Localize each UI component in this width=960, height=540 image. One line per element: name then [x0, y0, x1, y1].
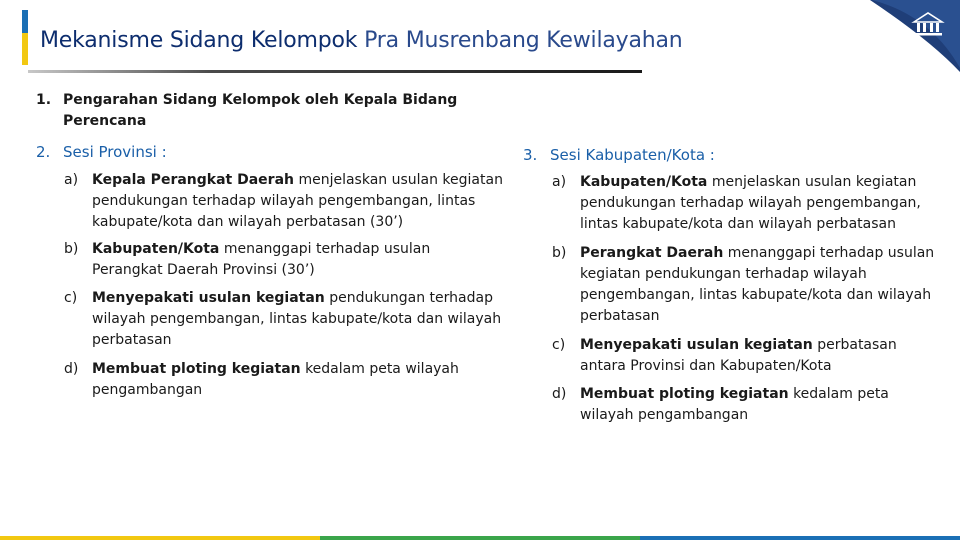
item-2c-label: c)	[64, 290, 78, 306]
item-2a-bold: Kepala Perangkat Daerah	[92, 172, 294, 188]
item-3b	[552, 243, 944, 327]
item-3-heading-text: Sesi Kabupaten/Kota :	[550, 146, 715, 164]
item-2b-text: menanggapi terhadap usulan Perangkat Daerah Provinsi (30’)	[92, 241, 431, 278]
item-3c-bold: Menyepakati usulan kegiatan	[580, 337, 813, 353]
item-2b-bold: Kabupaten/Kota	[92, 241, 220, 257]
item-2c-text: pendukungan terhadap wilayah pengembangan, lintas kabupate/kota dan wilayah perbatasan	[92, 290, 502, 348]
item-1-number: 1.	[36, 92, 52, 108]
item-3b-bold: Perangkat Daerah	[580, 245, 724, 261]
item-3a-label: a)	[552, 174, 567, 190]
item-3d-label: d)	[552, 386, 567, 402]
title-underline	[28, 70, 642, 73]
item-2-heading	[36, 142, 167, 162]
page-title	[40, 28, 683, 53]
footer-strip-blue	[640, 536, 960, 540]
title-accent-bar-yellow	[22, 33, 28, 65]
item-3d-bold: Membuat ploting kegiatan	[580, 386, 789, 402]
item-2b	[64, 239, 504, 281]
item-2a-text: menjelaskan usulan kegiatan pendukungan terhadap wilayah pengembangan, lintas kabupate/kota dan wilayah perbatasan (30’)	[92, 172, 503, 230]
page-title-main: Mekanisme Sidang Kelompok	[40, 28, 358, 53]
building-seal-icon	[910, 8, 946, 38]
item-1-line-1: Pengarahan Sidang Kelompok oleh Kepala Bidang	[63, 92, 458, 108]
item-2c-bold: Menyepakati usulan kegiatan	[92, 290, 325, 306]
item-2d-bold: Membuat ploting kegiatan	[92, 361, 301, 377]
item-3-number: 3.	[523, 146, 538, 164]
title-accent-bar-blue	[22, 10, 28, 33]
item-2d-text: kedalam peta wilayah pengambangan	[92, 361, 459, 398]
item-2a-label: a)	[64, 172, 79, 188]
item-3c-label: c)	[552, 337, 566, 353]
item-2b-label: b)	[64, 241, 79, 257]
item-2d-label: d)	[64, 361, 79, 377]
item-3b-text: menanggapi terhadap usulan kegiatan pendukungan terhadap wilayah pengembangan, lintas kabupate/kota dan wilayah perbatasan	[580, 245, 935, 324]
item-2a	[64, 170, 504, 233]
footer-strip-green	[320, 536, 640, 540]
item-3a-text: menjelaskan usulan kegiatan pendukungan terhadap wilayah pengembangan, lintas kabupate/kota dan wilayah perbatasan	[580, 174, 921, 232]
item-3c	[552, 335, 944, 377]
item-3-heading	[523, 145, 715, 165]
item-3d-text: kedalam peta wilayah pengambangan	[580, 386, 889, 423]
item-3a	[552, 172, 944, 235]
item-2d	[64, 359, 504, 401]
item-3c-text: perbatasan antara Provinsi dan Kabupaten/Kota	[580, 337, 897, 374]
item-2-heading-text: Sesi Provinsi :	[63, 143, 167, 161]
page-title-sub: Pra Musrenbang Kewilayahan	[364, 28, 683, 53]
footer-color-strip	[0, 536, 960, 540]
footer-strip-yellow	[0, 536, 320, 540]
item-1	[36, 90, 457, 132]
item-2c	[64, 288, 504, 351]
item-3d	[552, 384, 944, 426]
item-3b-label: b)	[552, 245, 567, 261]
item-3a-bold: Kabupaten/Kota	[580, 174, 708, 190]
item-1-line-2: Perencana	[63, 113, 147, 129]
item-2-number: 2.	[36, 143, 51, 161]
